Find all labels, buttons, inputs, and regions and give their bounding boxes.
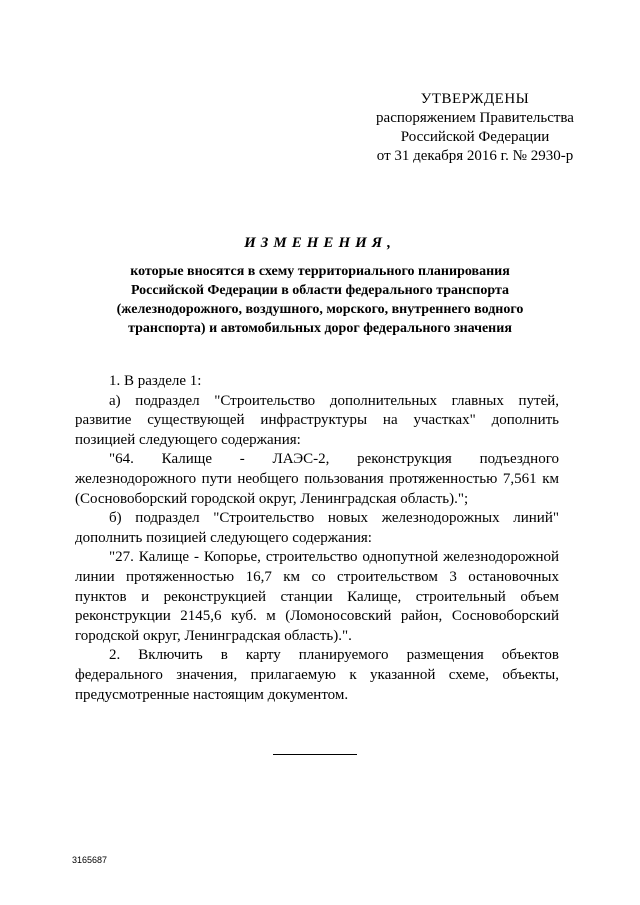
approval-line-2: Российской Федерации xyxy=(400,129,550,145)
paragraph-item-b: б) подраздел "Строительство новых железнодорожных линий" дополнить позицией следующего содержания: xyxy=(75,510,559,546)
paragraph-item-a: а) подраздел "Строительство дополнительных главных путей, развитие существующей инфраструктуры на участках" дополнить позицией следующего содержания: xyxy=(75,392,559,448)
document-subtitle xyxy=(60,262,580,338)
document-heading xyxy=(60,235,580,338)
paragraph-section-2: 2. Включить в карту планируемого размещения объектов федерального значения, прилагаемую к указанной схеме, объекты, предусмотренные настоящим документом. xyxy=(75,647,559,703)
approval-line-3: от 31 декабря 2016 г. № 2930-р xyxy=(376,148,574,164)
approval-title: УТВЕРЖДЕНЫ xyxy=(420,91,530,107)
document-code: 3165687 xyxy=(72,855,108,865)
subtitle-line: которые вносятся в схему территориального планирования xyxy=(130,264,510,279)
paragraph-position-27: "27. Калище - Копорье, строительство однопутной железнодорожной линии протяженностью 16,7 км со строительством 3 остановочных пунктов и реконструкцией станции Калище, строительный объем реконструкции 2145,6 куб. м (Ломоносовский район, Сосновоборский городской округ, Ленинградская область).". xyxy=(75,549,559,644)
document-body xyxy=(75,372,559,705)
subtitle-line: Российской Федерации в области федерального транспорта xyxy=(130,283,510,298)
subtitle-line: транспорта) и автомобильных дорог федерального значения xyxy=(128,321,512,336)
closing-divider xyxy=(273,754,357,755)
approval-line-1: распоряжением Правительства xyxy=(376,110,574,126)
subtitle-line: (железнодорожного, воздушного, морского, внутреннего водного xyxy=(116,302,524,317)
document-title: ИЗМЕНЕНИЯ, xyxy=(244,235,396,251)
approval-block xyxy=(330,90,620,166)
paragraph-section-1: 1. В разделе 1: xyxy=(109,373,202,389)
paragraph-position-64: "64. Калище - ЛАЭС-2, реконструкция подъездного железнодорожного пути необщего пользования протяженностью 7,561 км (Сосновоборский городской округ, Ленинградская область)."; xyxy=(75,451,559,507)
